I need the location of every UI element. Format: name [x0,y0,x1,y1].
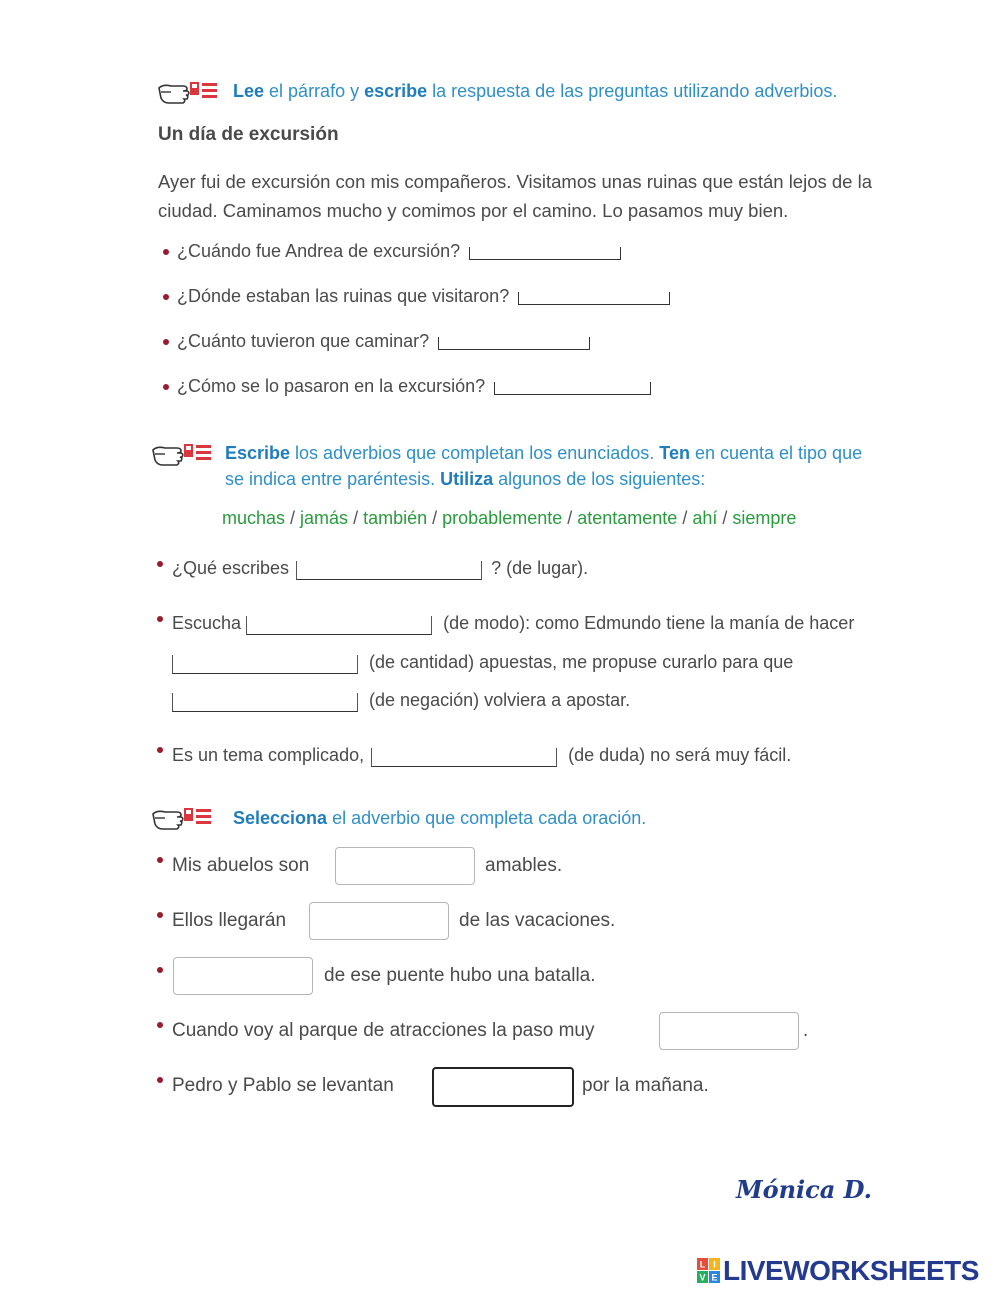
adverb-select[interactable] [309,902,449,940]
instruction-line [225,466,862,492]
liveworksheets-wordmark: LIVEWORKSHEETS [723,1255,979,1286]
adverb-select[interactable] [432,1067,574,1107]
bullet-icon [157,1077,163,1083]
bullet-icon [163,384,169,390]
select-sentence-end: por la mañana. [582,1075,709,1096]
instruction-keyword: Lee [233,81,265,101]
section2-instruction [225,440,862,492]
instruction-text: se indica entre paréntesis. [225,469,441,489]
fill-text: Es un tema complicado, [172,745,365,765]
question-text: ¿Cómo se lo pasaron en la excursión? [177,376,486,396]
answer-input[interactable] [518,292,670,305]
bullet-icon [157,616,163,622]
pointing-hand-icon [151,804,213,832]
instruction-text: el adverbio que completa cada oración. [327,808,647,828]
word-bank-item: también [363,508,428,528]
word-separator: / [427,508,443,528]
bullet-icon [157,1022,163,1028]
word-separator: / [562,508,578,528]
select-sentence-end: de ese puente hubo una batalla. [324,965,596,986]
instruction-keyword: Selecciona [233,808,328,828]
reading-paragraph [158,167,872,225]
instruction-text: en cuenta el tipo que [689,443,863,463]
select-sentence-end: de las vacaciones. [459,910,616,931]
section3-instruction [233,805,646,831]
fill-item [172,558,588,580]
select-sentence-start: Mis abuelos son [172,855,310,876]
bullet-icon [163,249,169,255]
fill-text: (de negación) volviera a apostar. [369,690,631,710]
bullet-icon [157,857,163,863]
answer-input[interactable] [438,337,590,350]
instruction-text: la respuesta de las preguntas utilizando adverbios. [427,81,838,101]
fill-item [172,652,793,674]
word-bank [222,508,796,529]
adverb-select[interactable] [335,847,475,885]
fill-text: (de cantidad) apuestas, me propuse curarlo para que [369,652,794,672]
word-bank-item: ahí [692,508,718,528]
select-sentence-start: Ellos llegarán [172,910,287,931]
instruction-keyword: Escribe [225,443,291,463]
bullet-icon [163,294,169,300]
word-bank-item: probablemente [442,508,563,528]
fill-item [172,690,630,712]
bullet-icon [157,747,163,753]
fill-text: Escucha [172,613,242,633]
liveworksheets-logo-icon [697,1258,721,1284]
bullet-icon [163,339,169,345]
select-sentence-start: Cuando voy al parque de atracciones la paso muy [172,1020,595,1041]
word-bank-item: atentamente [577,508,678,528]
logo-letter: I [713,1259,716,1270]
word-bank-item: siempre [732,508,797,528]
word-bank-item: jamás [300,508,349,528]
instruction-keyword: Utiliza [440,469,494,489]
author-signature: Mónica D. [736,1175,872,1204]
answer-input[interactable] [469,247,621,260]
instruction-keyword: Ten [659,443,690,463]
word-separator: / [717,508,733,528]
logo-letter: L [699,1259,706,1270]
adverb-input[interactable] [246,616,432,635]
adverb-select[interactable] [173,957,313,995]
question-text: ¿Cuánto tuvieron que caminar? [177,331,430,351]
adverb-input[interactable] [172,693,358,712]
reading-title: Un día de excursión [158,124,339,145]
adverb-input[interactable] [172,655,358,674]
bullet-icon [157,561,163,567]
question-item [163,286,670,307]
pointing-hand-icon [157,78,219,106]
word-separator: / [285,508,301,528]
question-item [163,331,590,352]
answer-input[interactable] [494,382,651,395]
paragraph-line: Ayer fui de excursión con mis compañeros. Visitamos unas ruinas que están lejos de la [158,171,873,192]
instruction-line [225,440,862,466]
fill-text: ¿Qué escribes [172,558,290,578]
fill-text: (de duda) no será muy fácil. [568,745,792,765]
fill-text: (de modo): como Edmundo tiene la manía de hacer [443,613,855,633]
pointing-hand-icon [151,440,213,468]
fill-item [172,745,791,767]
fill-text: ? (de lugar). [491,558,589,578]
instruction-keyword: escribe [364,81,428,101]
question-text: ¿Cuándo fue Andrea de excursión? [177,241,461,261]
select-sentence-end: amables. [485,855,563,876]
question-item [163,241,621,262]
section1-instruction [233,78,837,104]
word-separator: / [348,508,364,528]
logo-letter: V [699,1272,706,1283]
adverb-input[interactable] [296,561,482,580]
logo-letter: E [711,1272,718,1283]
word-bank-item: muchas [222,508,286,528]
paragraph-line: ciudad. Caminamos mucho y comimos por el camino. Lo pasamos muy bien. [158,200,789,221]
instruction-text: los adverbios que completan los enunciados. [290,443,660,463]
question-text: ¿Dónde estaban las ruinas que visitaron? [177,286,510,306]
liveworksheets-logo [697,1255,979,1287]
adverb-select[interactable] [659,1012,799,1050]
instruction-text: algunos de los siguientes: [493,469,706,489]
word-separator: / [677,508,693,528]
fill-item [172,613,854,635]
question-item [163,376,651,397]
adverb-input[interactable] [371,748,557,767]
bullet-icon [157,912,163,918]
bullet-icon [157,967,163,973]
select-sentence-end: . [803,1020,809,1041]
instruction-text: el párrafo y [264,81,365,101]
select-sentence-start: Pedro y Pablo se levantan [172,1075,394,1096]
